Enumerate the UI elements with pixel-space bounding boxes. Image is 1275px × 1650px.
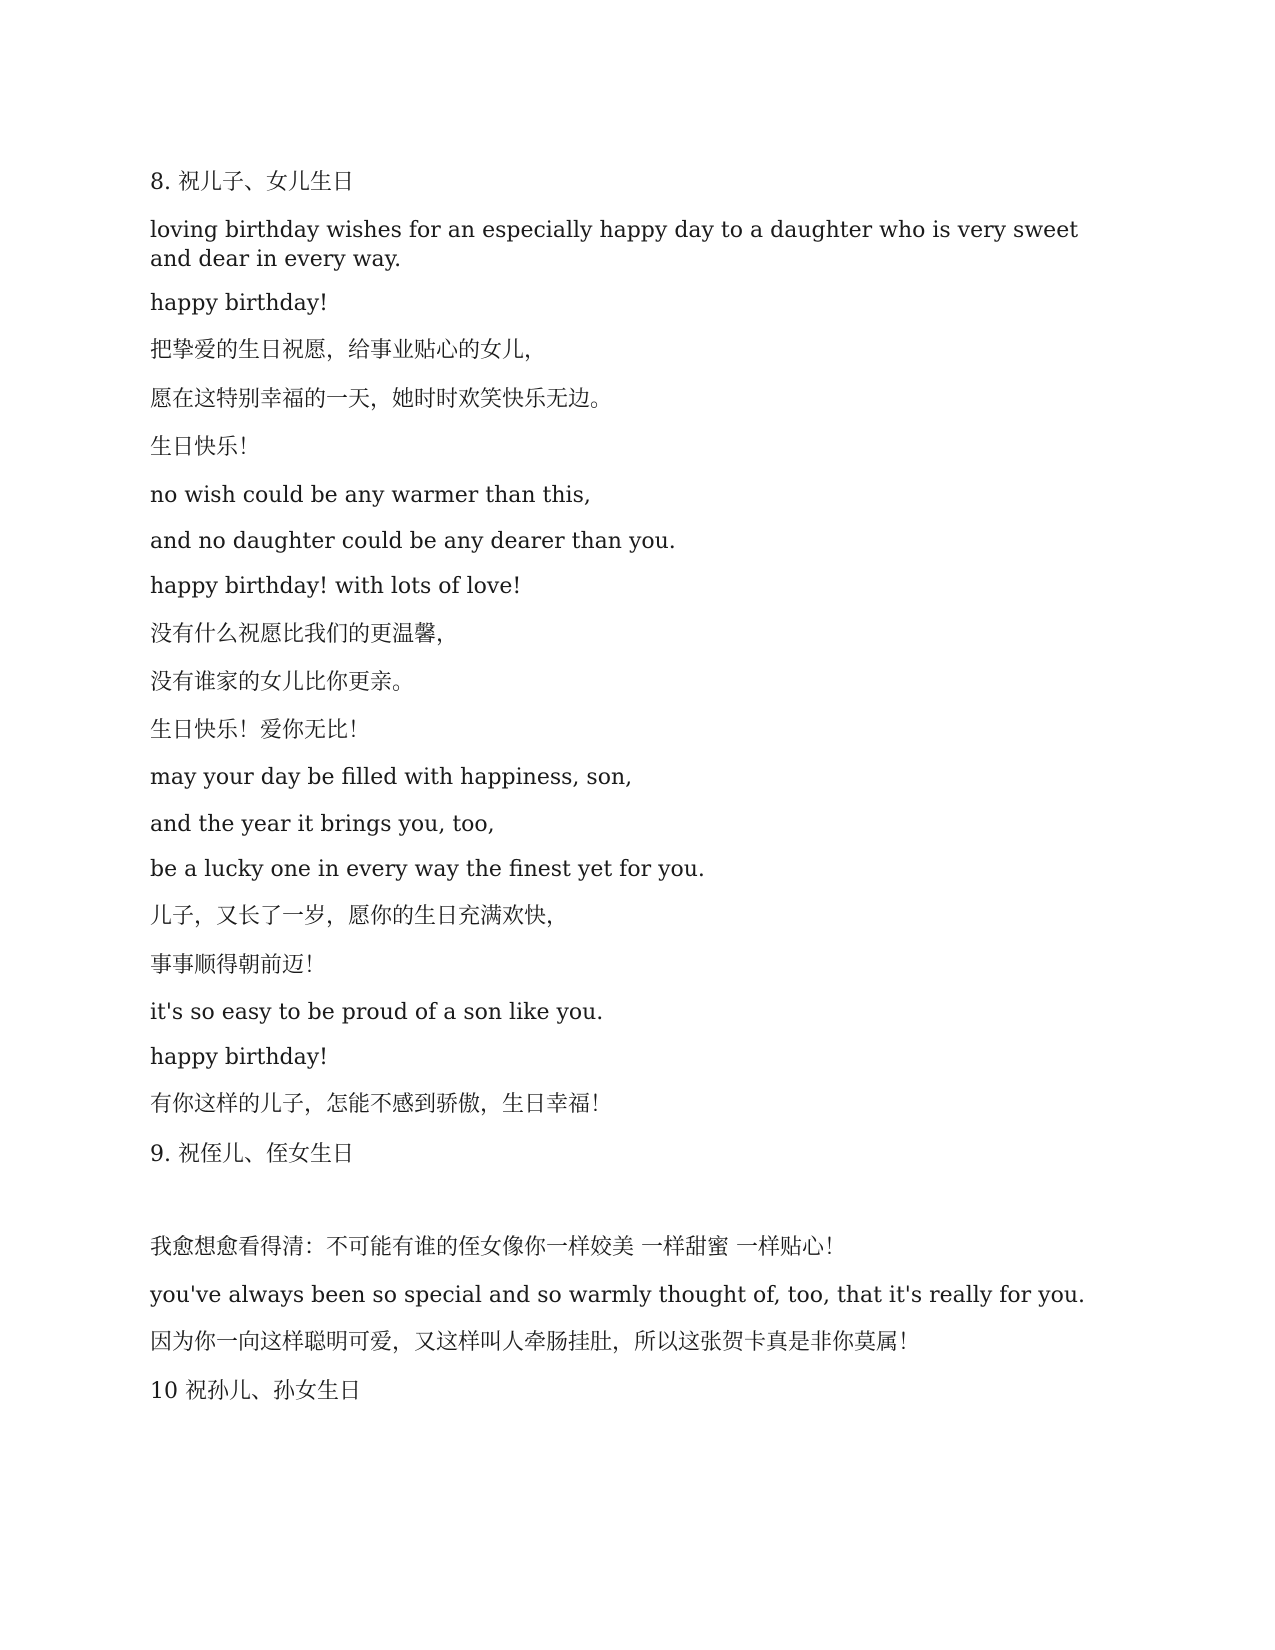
paragraph: may your day be filled with happiness, son, — [150, 765, 633, 790]
paragraph: 没有什么祝愿比我们的更温馨， — [150, 622, 459, 647]
paragraph: 把挚爱的生日祝愿，给事业贴心的女儿， — [150, 338, 547, 363]
paragraph: 没有谁家的女儿比你更亲。 — [150, 670, 415, 695]
paragraph: you've always been so special and so warmly thought of, too, that it's really for you. — [150, 1283, 1085, 1308]
paragraph: 事事顺得朝前迈！ — [150, 953, 327, 978]
paragraph: 我愈想愈看得清：不可能有谁的侄女像你一样姣美 一样甜蜜 一样贴心！ — [150, 1235, 846, 1260]
paragraph: be a lucky one in every way the finest yet for you. — [150, 857, 705, 882]
section-heading-10: 10 祝孙儿、孙女生日 — [150, 1379, 361, 1404]
paragraph: happy birthday! — [150, 291, 328, 316]
paragraph: 有你这样的儿子，怎能不感到骄傲，生日幸福！ — [150, 1092, 613, 1117]
paragraph: happy birthday! — [150, 1045, 328, 1070]
paragraph: it's so easy to be proud of a son like you. — [150, 1000, 604, 1025]
paragraph: happy birthday! with lots of love! — [150, 574, 522, 599]
paragraph: 愿在这特别幸福的一天，她时时欢笑快乐无边。 — [150, 387, 613, 412]
paragraph: no wish could be any warmer than this, — [150, 483, 591, 508]
paragraph: and no daughter could be any dearer than you. — [150, 529, 676, 554]
paragraph: 生日快乐！ — [150, 435, 261, 460]
paragraph: and the year it brings you, too, — [150, 812, 495, 837]
paragraph: 因为你一向这样聪明可爱，又这样叫人牵肠挂肚，所以这张贺卡真是非你莫属！ — [150, 1330, 921, 1355]
section-heading-9: 9. 祝侄儿、侄女生日 — [150, 1142, 354, 1167]
paragraph: 儿子，又长了一岁，愿你的生日充满欢快， — [150, 904, 569, 929]
paragraph: 生日快乐！爱你无比！ — [150, 718, 371, 743]
paragraph: loving birthday wishes for an especially happy day to a daughter who is very sweet and dear in every way. — [150, 218, 1079, 272]
section-heading-8: 8. 祝儿子、女儿生日 — [150, 170, 354, 195]
